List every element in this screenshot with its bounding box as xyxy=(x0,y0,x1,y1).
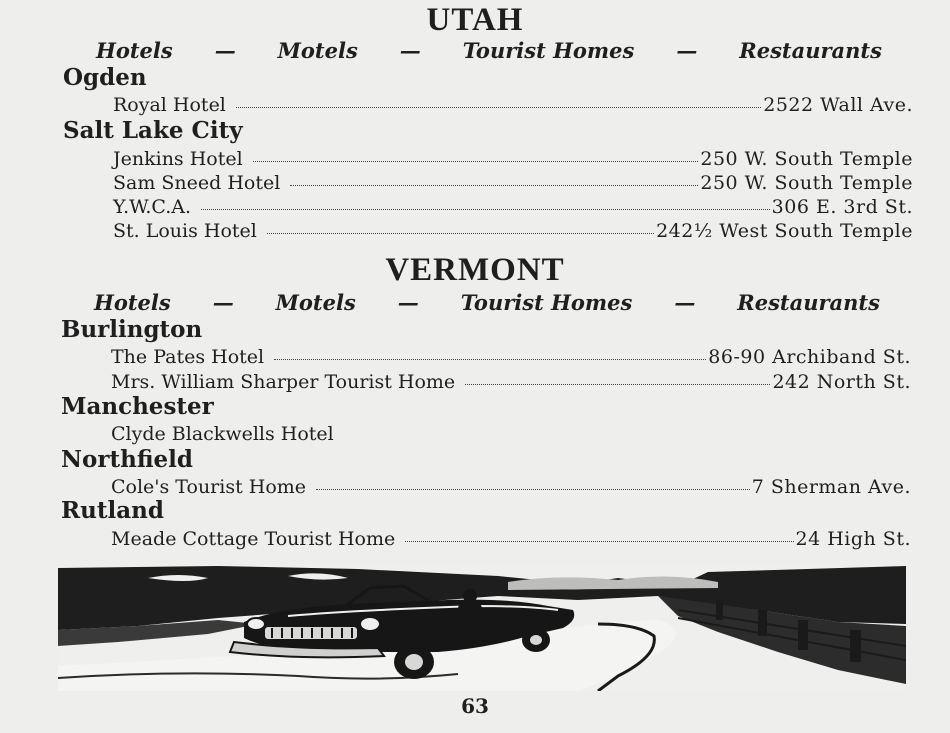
listing-entry xyxy=(111,345,911,369)
category-separator: — xyxy=(674,290,696,315)
city-manchester: Manchester xyxy=(61,393,214,420)
state-heading-utah: UTAH xyxy=(426,2,524,38)
listing-address: 24 High St. xyxy=(795,528,911,550)
listing-address: 306 E. 3rd St. xyxy=(771,196,913,218)
road-car-illustration xyxy=(58,566,906,691)
listing-entry xyxy=(111,370,911,394)
listing-name: Cole's Tourist Home xyxy=(111,476,307,498)
category-tourist-homes: Tourist Homes xyxy=(462,38,635,63)
dot-leader xyxy=(274,359,706,360)
category-motels: Motels xyxy=(277,38,358,63)
listing-entry xyxy=(113,219,913,243)
city-rutland: Rutland xyxy=(61,497,164,524)
listing-name: St. Louis Hotel xyxy=(113,220,257,242)
category-restaurants: Restaurants xyxy=(737,290,880,315)
listing-address: 86-90 Archiband St. xyxy=(708,346,911,368)
listing-name: Meade Cottage Tourist Home xyxy=(111,528,396,550)
dot-leader xyxy=(253,161,699,162)
category-line-vermont xyxy=(94,290,880,316)
listing-name: Sam Sneed Hotel xyxy=(113,172,281,194)
category-hotels: Hotels xyxy=(94,290,171,315)
page-number: 63 xyxy=(461,694,489,718)
category-motels: Motels xyxy=(275,290,356,315)
listing-entry xyxy=(111,527,911,551)
listing-entry xyxy=(113,147,913,171)
listing-name: Clyde Blackwells Hotel xyxy=(111,423,334,445)
listing-address: 250 W. South Temple xyxy=(700,148,913,170)
city-northfield: Northfield xyxy=(61,446,194,473)
city-ogden: Ogden xyxy=(63,64,147,91)
category-separator: — xyxy=(399,38,421,63)
listing-address: 242 North St. xyxy=(772,371,911,393)
dot-leader xyxy=(465,384,770,385)
dot-leader xyxy=(201,209,770,210)
dot-leader xyxy=(405,541,793,542)
listing-name: Jenkins Hotel xyxy=(113,148,243,170)
listing-name: Mrs. William Sharper Tourist Home xyxy=(111,371,456,393)
category-separator: — xyxy=(214,38,236,63)
city-salt-lake-city: Salt Lake City xyxy=(63,117,243,144)
city-burlington: Burlington xyxy=(61,316,203,343)
listing-address: 250 W. South Temple xyxy=(700,172,913,194)
listing-address: 7 Sherman Ave. xyxy=(751,476,911,498)
state-heading-vermont: VERMONT xyxy=(385,252,565,288)
dot-leader xyxy=(236,107,761,108)
listing-entry xyxy=(113,195,913,219)
dot-leader xyxy=(290,185,698,186)
category-restaurants: Restaurants xyxy=(739,38,882,63)
dot-leader xyxy=(316,489,750,490)
category-separator: — xyxy=(212,290,234,315)
category-hotels: Hotels xyxy=(96,38,173,63)
listing-entry xyxy=(111,422,334,446)
category-tourist-homes: Tourist Homes xyxy=(460,290,633,315)
category-separator: — xyxy=(676,38,698,63)
listing-name: Royal Hotel xyxy=(113,94,226,116)
listing-entry xyxy=(113,171,913,195)
listing-entry xyxy=(113,93,913,117)
category-separator: — xyxy=(397,290,419,315)
dot-leader xyxy=(267,233,654,234)
listing-name: The Pates Hotel xyxy=(111,346,265,368)
listing-name: Y.W.C.A. xyxy=(113,196,192,218)
listing-entry xyxy=(111,475,911,499)
listing-address: 242½ West South Temple xyxy=(656,220,913,242)
category-line-utah xyxy=(96,38,882,64)
listing-address: 2522 Wall Ave. xyxy=(763,94,913,116)
